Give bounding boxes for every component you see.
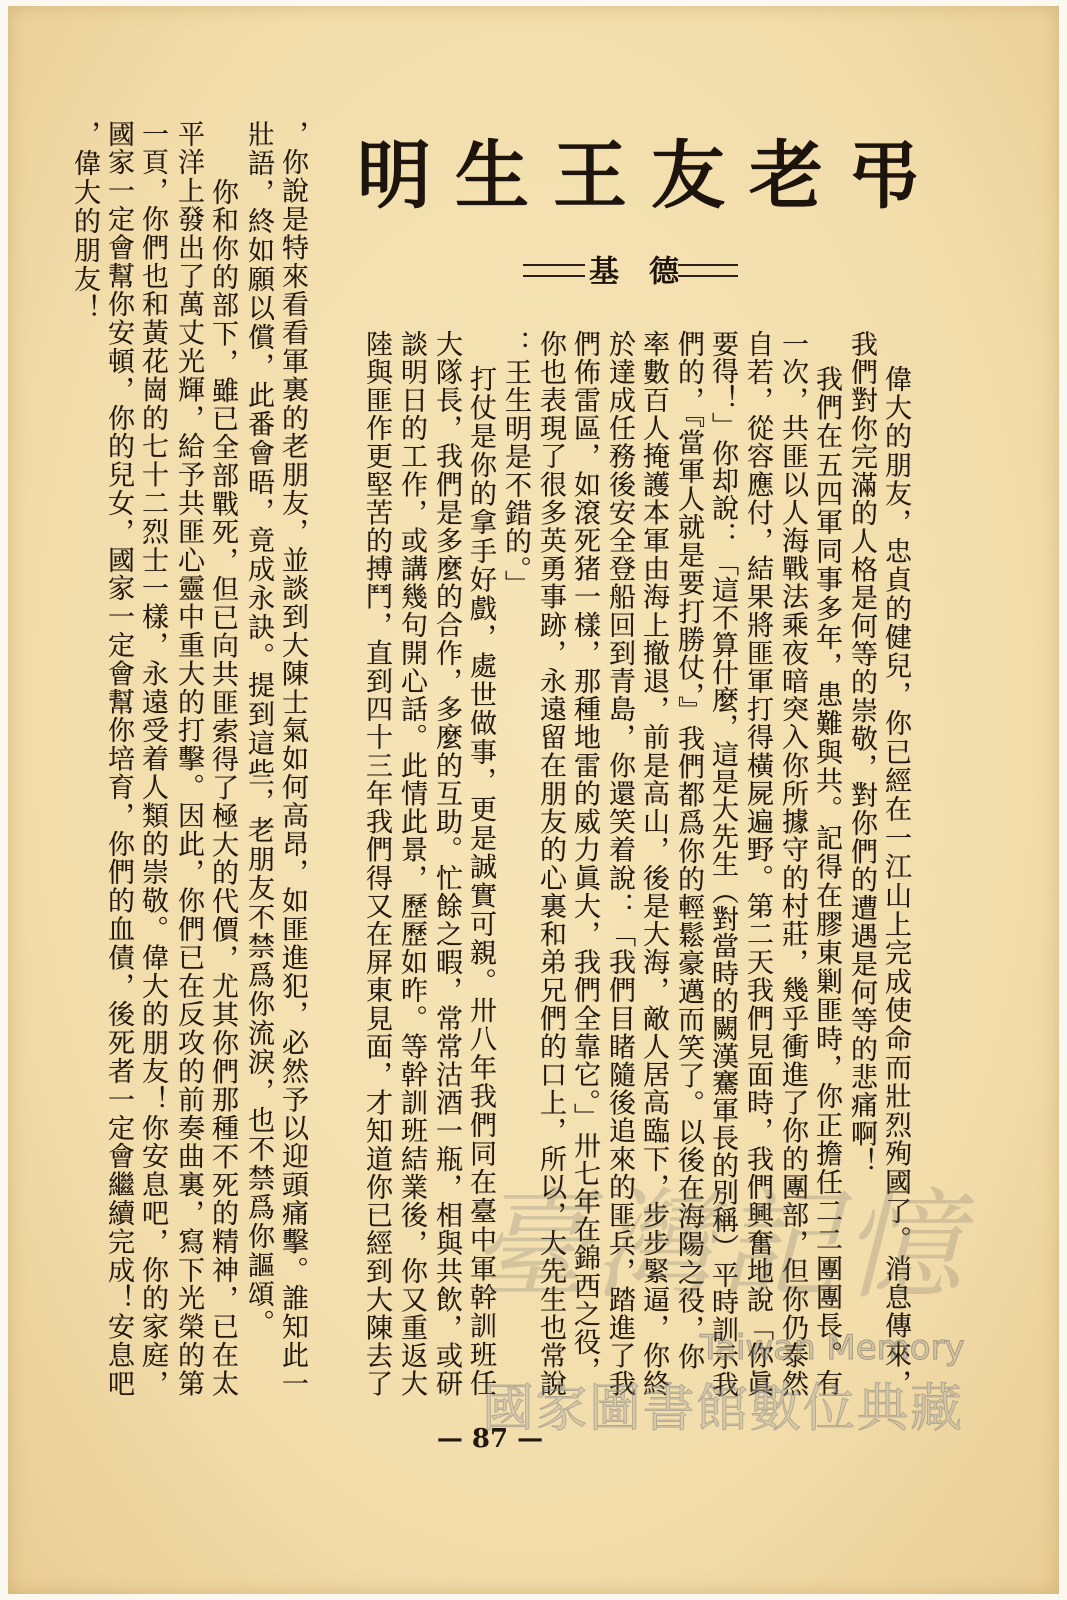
text-column: 偉大的朋友，忠貞的健兒，你已經在一江山上完成使命而壯烈殉國了。消息傳來， [880,365,911,1398]
text-column: 率數百人掩護本軍由海上撤退，前是高山，後是大海，敵人居高臨下，步步緊逼，你終 [638,330,669,1398]
page-number: — 87 — [436,1424,544,1454]
byline-rule-right [678,264,738,277]
text-column: ：王生明是不錯的。」 [500,330,531,599]
text-column: 陸與匪作更堅苦的搏鬥，直到四十三年我們得又在屏東見面，才知道你已經到大陳去了 [361,330,392,1398]
text-column: 你也表現了很多英勇事跡，永遠留在朋友的心裏和弟兄們的口上，所以，大先生也常說 [535,330,566,1398]
text-column: 大隊長，我們是多麼的合作，多麼的互助。忙餘之暇，常常沽酒一瓶，相與共飲，或研 [431,330,462,1398]
author-byline: 德基 [583,255,678,285]
watermark-logo: 臺灣記憶 [470,1177,966,1316]
text-column: 我們對你完滿的人格是何等的崇敬，對你們的遭遇是何等的悲痛啊！ [846,330,877,1176]
text-column: 平洋上發出了萬丈光輝，給予共匪心靈中重大的打擊。因此，你們已在反攻的前奏曲裏，寫下光榮的第 [173,120,204,1398]
text-column: 於達成任務後安全登船回到青島，你還笑着說：「我們目睹隨後追來的匪兵，踏進了我 [604,330,635,1398]
article-title: 弔老友王生明 [345,136,921,210]
watermark-institution: 國家圖書館數位典藏 [482,1379,964,1439]
text-column: ，偉大的朋友！ [69,120,100,323]
text-column: 談明日的工作，或講幾句開心話。此情此景，歷歷如昨。等幹訓班結業後，你又重返大 [396,330,427,1398]
text-column: 你和你的部下，雖已全部戰死，但已向共匪索得了極大的代價，尤其你們那種不死的精神，已在太 [207,178,238,1398]
text-column: 們佈雷區，如滾死猪一樣，那種地雷的威力眞大，我們全靠它。」卅七年在錦西之役， [569,330,600,1385]
text-column: 要得！」你却說：「這不算什麼，這是大先生（對當時的闕漢騫軍長的別稱）平時訓示我 [707,330,738,1398]
text-column: 壯語，終如願以償，此番會晤，竟成永訣。提到這些，老朋友不禁爲你流淚，也不禁爲你謳頌。 [243,120,274,1338]
text-column: 打仗是你的拿手好戲，處世做事，更是誠實可親。卅八年我們同在臺中軍幹訓班任 [465,365,496,1398]
text-column: ，你說是特來看看軍裏的老朋友，並談到大陳士氣如何高昂，如匪進犯，必然予以迎頭痛擊。誰知此一 [277,120,308,1398]
text-column: 國家一定會幫你安頓，你的兒女，國家一定會幫你培育，你們的血債，後死者一定會繼續完成！安息吧 [103,120,134,1398]
text-column: 自若，從容應付，結果將匪軍打得橫屍遍野。第二天我們見面時，我們興奮地說「你眞 [742,330,773,1398]
watermark-latin-text: Taiwan Memory [700,1328,965,1368]
text-column: 們的，『當軍人就是要打勝仗，』我們都爲你的輕鬆豪邁而笑了。以後在海陽之役，你 [673,330,704,1371]
text-column: 我們在五四軍同事多年，患難與共。記得在膠東剿匪時，你正擔任二二團團長。有 [811,365,842,1398]
text-column: 一頁，你們也和黃花崗的七十二烈士一樣，永遠受着人類的崇敬。偉大的朋友！你安息吧，你的家庭， [137,120,168,1398]
text-column: 一次，共匪以人海戰法乘夜暗突入你所據守的村莊，幾乎衝進了你的團部，但你仍泰然 [777,330,808,1398]
